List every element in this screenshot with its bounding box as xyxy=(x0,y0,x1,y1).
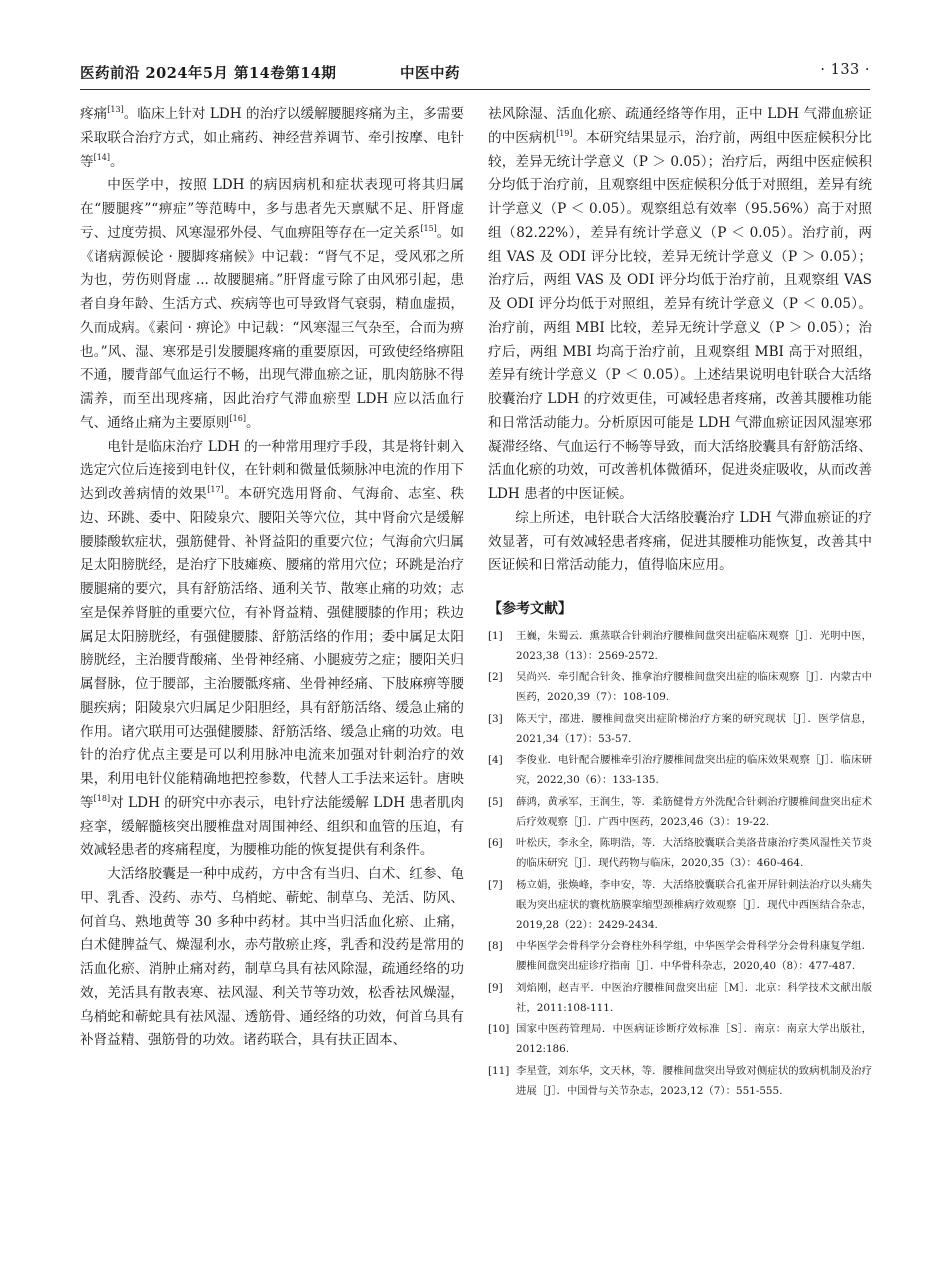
reference-number: [3] xyxy=(488,712,503,725)
reference-item xyxy=(488,709,872,749)
references-heading: 【参考文献】 xyxy=(488,601,572,617)
text-run: 。 xyxy=(110,153,124,170)
text-run: 祛风除湿、活血化瘀、疏通经络等作用，正中 LDH 气滞血瘀证的中医病机 xyxy=(488,106,872,146)
reference-number: [8] xyxy=(488,940,503,953)
text-run: 对 LDH 的研究中亦表示，电针疗法能缓解 LDH 患者肌肉痉挛，缓解髓核突出腰椎盘对周围神经、组织和血管的压迫，有效减轻患者的疼痛程度，为腰椎功能的恢复提供有利条件。 xyxy=(80,794,464,859)
reference-text: 吴尚兴．牵引配合针灸、推拿治疗腰椎间盘突出症的临床观察［J］．内蒙古中医药，2020,39（7）：108-109. xyxy=(516,671,872,704)
text-run: 电针是临床治疗 LDH 的一种常用理疗手段，其是将针刺入选定穴位后连接到电针仪，在针刺和微量低频脉冲电流的作用下达到改善病情的效果 xyxy=(80,438,464,502)
journal-info: 医药前沿 2024年5月 第14卷第14期 xyxy=(80,65,337,82)
reference-number: [6] xyxy=(488,837,503,850)
paragraph: 综上所述，电针联合大活络胶囊治疗 LDH 气滞血瘀证的疗效显著，可有效减轻患者疼痛，促进其腰椎功能恢复，改善其中医证候和日常活动能力，值得临床应用。 xyxy=(488,509,872,574)
paragraph: 大活络胶囊是一种中成药，方中含有当归、白术、红参、龟甲、乳香、没药、赤芍、乌梢蛇、蕲蛇、制草乌、羌活、防风、何首乌、熟地黄等 30 多种中药材。其中当归活血化瘀、止痛，白术健脾益气、燥湿利水，赤芍散瘀止疼，乳香和没药是常用的活血化瘀、消肿止痛对药，制草乌具有祛风除湿，疏通经络的功效，羌活具有散表寒、祛风湿、利关节等功效，松香祛风燥湿，乌梢蛇和蕲蛇具有祛风湿、透筋骨、通经络的功效，何首乌具有补肾益精、强筋骨的功效。诸药联合，具有扶正固本、 xyxy=(80,866,464,1049)
reference-text: 陈天宁，邵进．腰椎间盘突出症阶梯治疗方案的研究现状［J］．医学信息，2021,34（17）：53-57. xyxy=(516,712,872,745)
text-run: 。本研究结果显示，治疗前，两组中医症候积分比较，差异无统计学意义（P ＞ 0.05）；治疗后，两组中医症候积分均低于治疗前，且观察组中医症候积分低于对照组，差异有统计学意义（P ＜ 0.05）。观察组总有效率（95.56%）高于对照组（82.22%），差异有统计学意义（P ＜ 0.05）。治疗前，两组 VAS 及 ODI 评分比较，差异无统计学意义（P ＞ 0.05）；治疗后，两组 VAS 及 ODI 评分均低于治疗前，且观察组 VAS 及 ODI 评分均低于对照组，差异有统计学意义（P ＜ 0.05）。治疗前，两组 MBI 比较，差异无统计学意义（P ＞ 0.05）；治疗后，两组 MBI 均高于治疗前，且观察组 MBI 高于对照组，差异有统计学意义（P ＜ 0.05）。上述结果说明电针联合大活络胶囊治疗 LDH 的疗效更佳，可减轻患者疼痛，改善其腰椎功能和日常活动能力。分析原因可能是 LDH 气滞血瘀证因风湿寒邪凝滞经络、气血运行不畅等导致，而大活络胶囊具有舒筋活络、活血化瘀的功效，可改善机体微循环，促进炎症吸收，从而改善 LDH 患者的中医证候。 xyxy=(488,129,873,502)
reference-item xyxy=(488,936,872,976)
reference-number: [11] xyxy=(488,1064,510,1077)
text-run: 。本研究选用肾俞、气海俞、志室、秩边、环跳、委中、阳陵泉穴、腰阳关等穴位，其中肾俞穴是缓解腰膝酸软症状，强筋健骨、补肾益阳的重要穴位；气海俞穴归属足太阳膀胱经，是治疗下肢瘫痪、腰痛的常用穴位；环跳是治疗腰腿痛的要穴，具有舒筋活络、通利关节、散寒止痛的功效；志室是保养肾脏的重要穴位，有补肾益精、强健腰膝的作用；秩边属足太阳膀胱经，有强健腰膝、舒筋活络的作用；委中属足太阳膀胱经，主治腰背酸痛、坐骨神经痛、小腿疲劳之症；腰阳关归属督脉，位于腰部，主治腰骶疼痛、坐骨神经痛、下肢麻痹等腰腿疾病；阳陵泉穴归属足少阳胆经，具有舒筋活络、缓急止痛的作用。诸穴联用可达强健腰膝、舒筋活络、缓急止痛的功效。电针的治疗优点主要是可以利用脉冲电流来加强对针刺治疗的效果，利用电针仪能精确地把控参数，代替人工手法来运针。唐映等 xyxy=(80,486,465,811)
reference-text: 薛鸿，黄承军，王润生，等．柔筋健骨方外洗配合针刺治疗腰椎间盘突出症术后疗效观察［J］．广西中医药，2023,46（3）：19-22. xyxy=(516,795,872,828)
citation-mark: [16] xyxy=(229,413,246,423)
reference-number: [9] xyxy=(488,981,503,994)
citation-mark: [18] xyxy=(93,793,111,803)
reference-item xyxy=(488,833,872,873)
reference-text: 国家中医药管理局．中医病证诊断疗效标准［S］．南京：南京大学出版社，2012:186. xyxy=(516,1023,872,1056)
reference-item xyxy=(488,978,872,1018)
reference-number: [5] xyxy=(488,795,503,808)
reference-number: [7] xyxy=(488,878,503,891)
reference-number: [10] xyxy=(488,1023,510,1036)
reference-item xyxy=(488,792,872,832)
reference-item xyxy=(488,875,872,935)
references-list xyxy=(488,626,872,1101)
text-run: 。如《诸病源候论 · 腰脚疼痛候》中记载：“肾气不足，受风邪之所为也，劳伤则肾虚 ... 故腰腿痛。”肝肾虚亏除了由风邪引起，患者自身年龄、生活方式、疾病等也可导致肾气衰弱，精血虚损，久而成病。《素问 · 痹论》中记载：“风寒湿三气杂至，合而为痹也。”风、湿、寒邪是引发腰腿疼痛的重要原因，可致使经络痹阻不通，腰背部气血运行不畅，出现气滞血瘀之证，肌肉筋脉不得濡养，而至出现疼痛，因此治疗气滞血瘀型 LDH 应以活血行气、通络止痛为主要原则 xyxy=(80,224,465,431)
section-name: 中医中药 xyxy=(400,65,460,82)
text-run: 。 xyxy=(245,414,260,431)
paragraph xyxy=(80,174,464,435)
paragraph xyxy=(80,436,464,864)
paragraph xyxy=(80,103,464,174)
text-run: 中医学中，按照 LDH 的病因病机和症状表现可将其归属在“腰腿疼”“痹症”等范畴中，多与患者先天禀赋不足、肝肾虚亏、过度劳损、风寒湿邪外侵、气血痹阻等存在一定关系 xyxy=(80,177,464,241)
reference-text: 叶松庆，李永全，陈明浩，等．大活络胶囊联合美洛昔康治疗类风湿性关节炎的临床研究［J］．现代药物与临床，2020,35（3）：460-464. xyxy=(516,837,872,870)
paragraph xyxy=(488,103,872,507)
reference-item xyxy=(488,750,872,790)
reference-item xyxy=(488,667,872,707)
text-run: 疼痛 xyxy=(80,106,108,122)
reference-text: 李星萱，刘东华，文天林，等．腰椎间盘突出导致对侧症状的致病机制及治疗进展［J］．中国骨与关节杂志，2023,12（7）：551-555. xyxy=(516,1064,872,1097)
citation-mark: [13] xyxy=(107,105,124,114)
text-run: 。临床上针对 LDH 的治疗以缓解腰腿疼痛为主，多需要采取联合治疗方式，如止痛药、神经营养调节、牵引按摩、电针等 xyxy=(80,106,465,170)
reference-text: 杨立娟，张焕峰，李申安，等．大活络胶囊联合孔雀开屏针刺法治疗以头痛失眠为突出症状的寰枕筋膜挛缩型颈椎病疗效观察［J］．现代中西医结合杂志，2019,28（22）：2429-2434. xyxy=(516,878,872,931)
page-number: · 133 · xyxy=(820,62,870,78)
reference-item xyxy=(488,1061,872,1101)
citation-mark: [15] xyxy=(420,223,437,233)
running-header xyxy=(80,62,870,84)
reference-text: 刘焰刚，赵吉平．中医治疗腰椎间盘突出症［M］．北京：科学技术文献出版社，2011:108-111. xyxy=(516,981,872,1014)
left-column xyxy=(80,103,464,1053)
reference-number: [4] xyxy=(488,754,503,767)
reference-number: [2] xyxy=(488,671,503,684)
right-column xyxy=(488,103,872,1102)
reference-item xyxy=(488,1019,872,1059)
reference-text: 中华医学会骨科学分会脊柱外科学组，中华医学会骨科学分会骨科康复学组．腰椎间盘突出症诊疗指南［J］．中华骨科杂志，2020,40（8）：477-487. xyxy=(516,940,872,973)
citation-mark: [19] xyxy=(556,128,573,138)
reference-text: 李俊业．电针配合腰椎牵引治疗腰椎间盘突出症的临床效果观察［J］．临床研究，2022,30（6）：133-135. xyxy=(516,754,872,787)
header-rule xyxy=(80,89,870,90)
reference-number: [1] xyxy=(488,629,503,642)
reference-item xyxy=(488,626,872,666)
citation-mark: [17] xyxy=(207,485,224,494)
reference-text: 王巍，朱蜀云．熏蒸联合针刺治疗腰椎间盘突出症临床观察［J］．光明中医，2023,38（13）：2569-2572. xyxy=(516,629,872,662)
citation-mark: [14] xyxy=(93,152,111,162)
